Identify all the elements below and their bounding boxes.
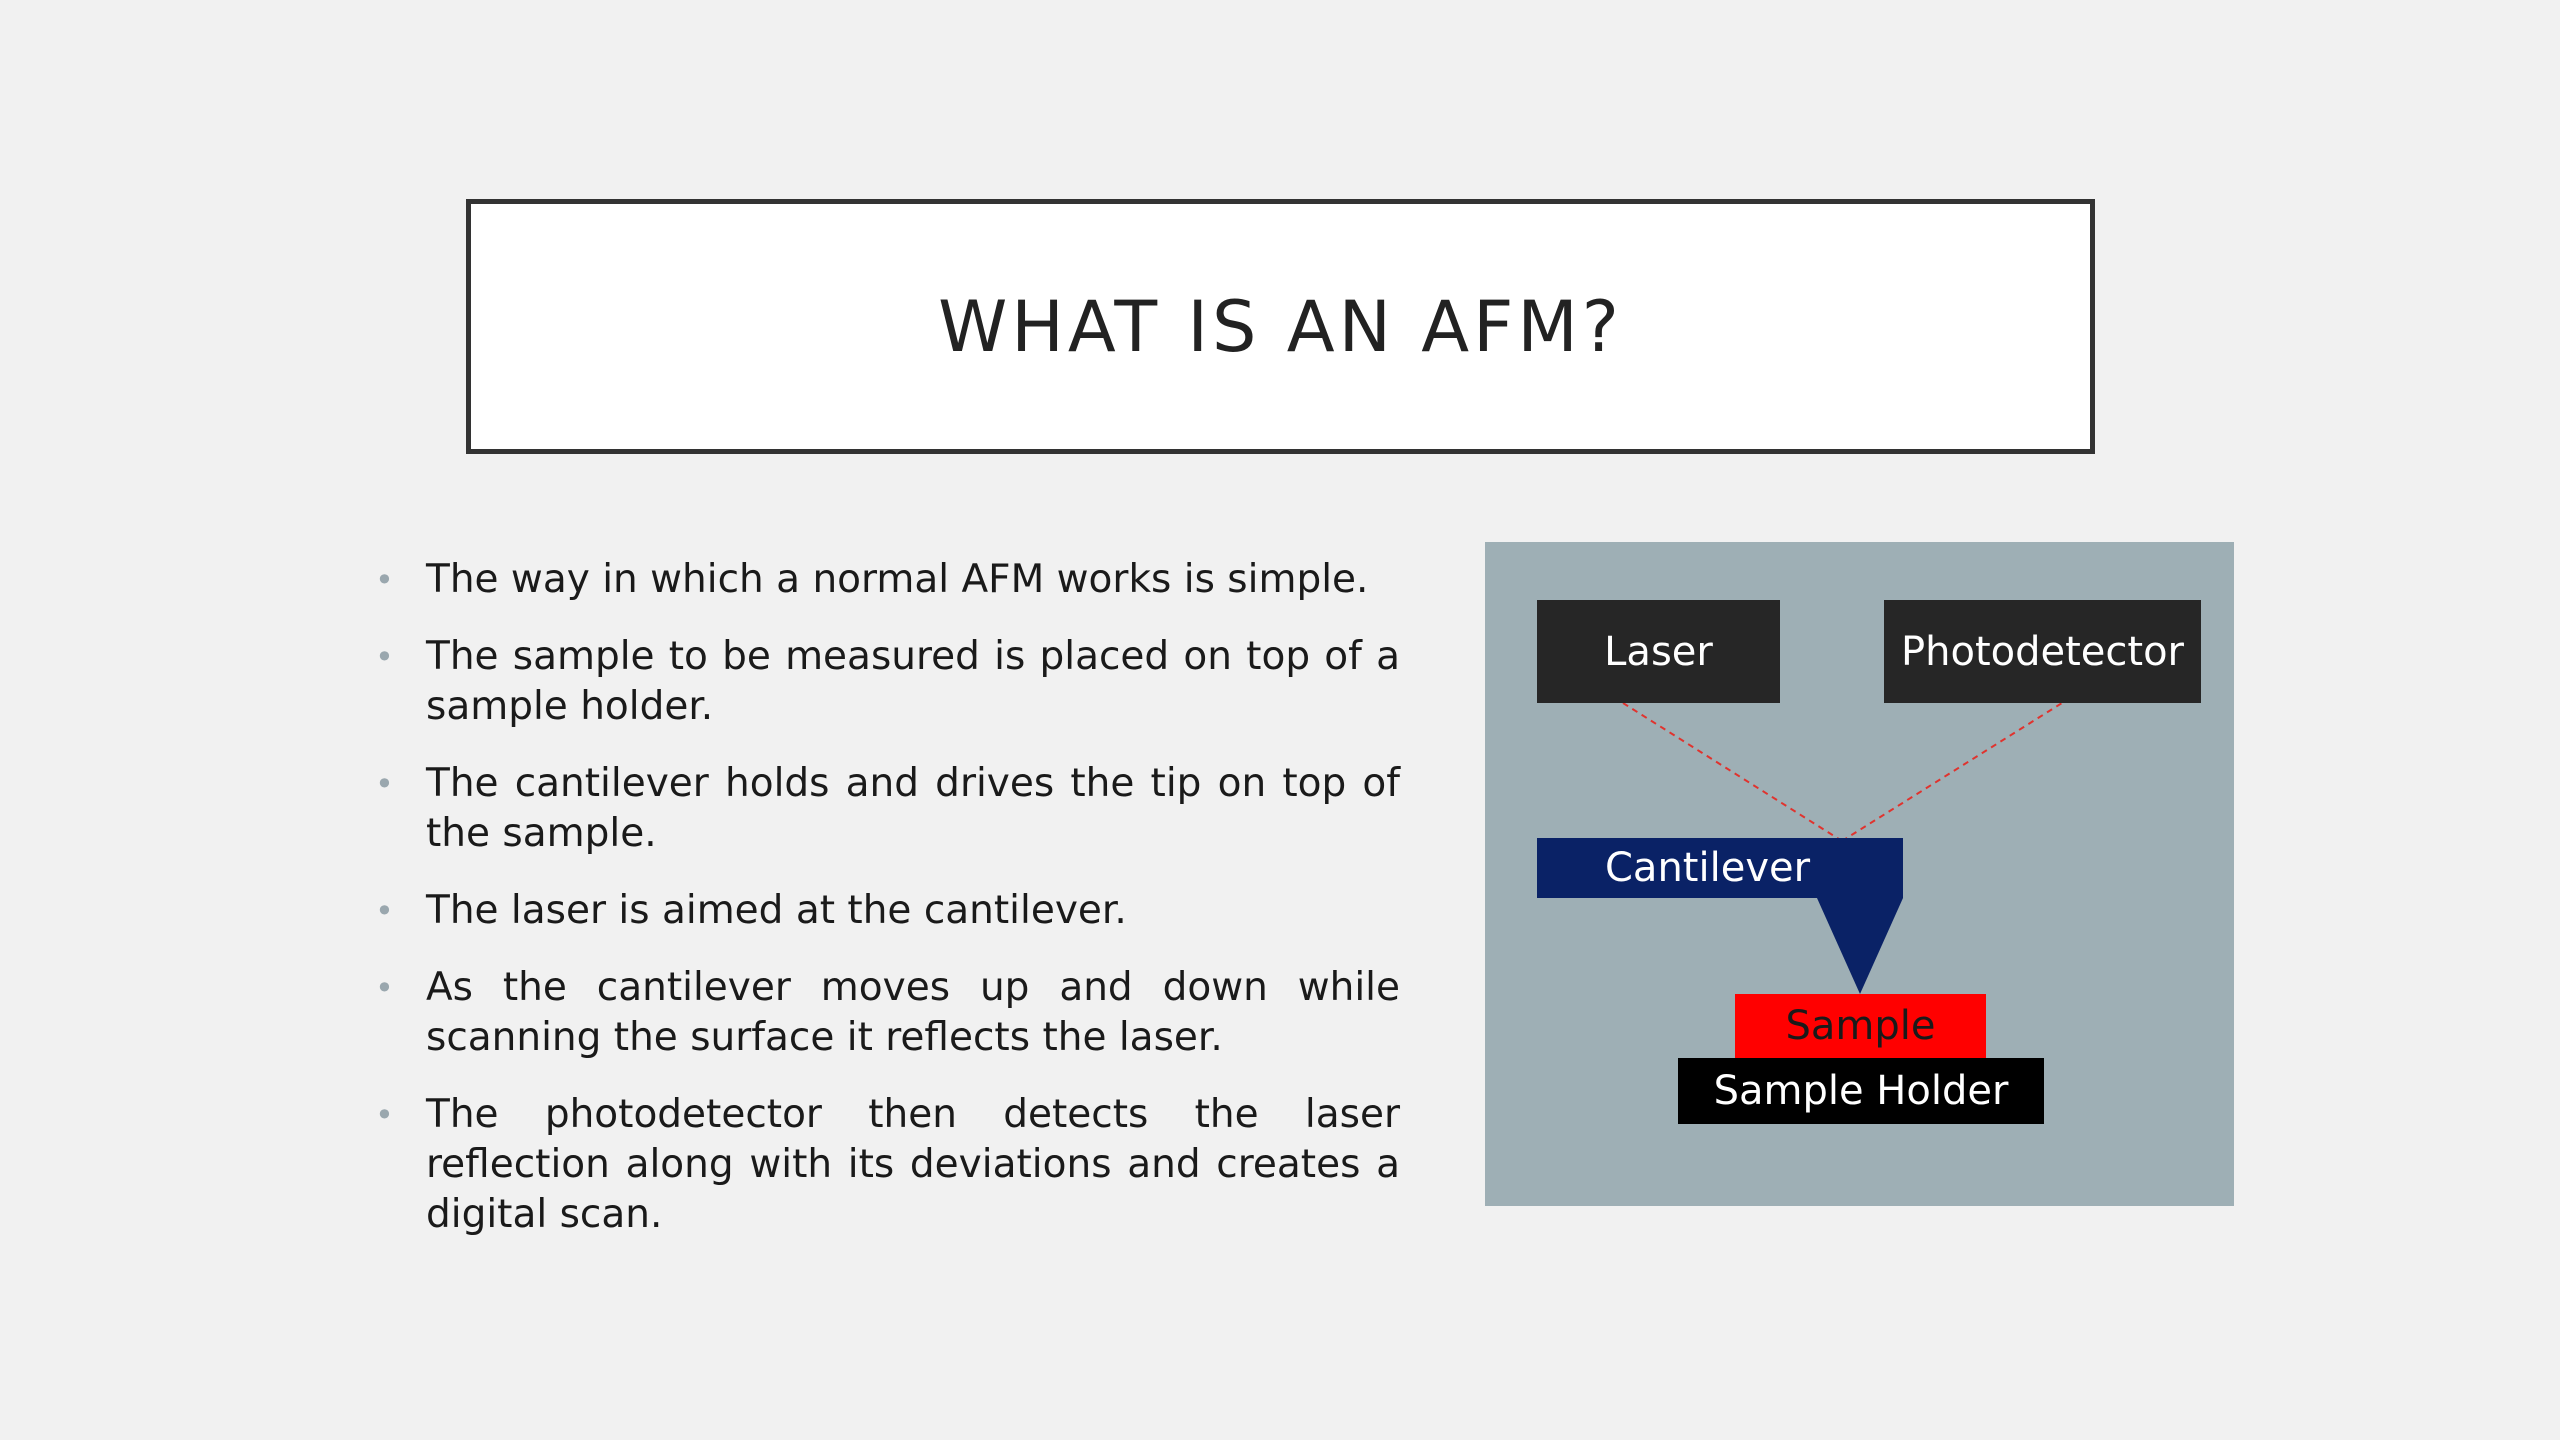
afm-tip — [1817, 898, 1903, 994]
bullet-text: The laser is aimed at the cantilever. — [426, 888, 1127, 933]
photodetector-box — [1884, 600, 2201, 703]
laser-box — [1537, 600, 1780, 703]
slide-title: WHAT IS AN AFM? — [938, 285, 1623, 368]
bullet-marker: • — [375, 765, 394, 803]
sample-label: Sample — [1785, 1003, 1936, 1049]
sample-holder-box — [1678, 1058, 2044, 1124]
cantilever-label: Cantilever — [1605, 845, 1811, 891]
bullet-text: The sample to be measured is placed on top of a sample holder. — [426, 634, 1400, 729]
bullet-marker: • — [375, 892, 394, 930]
laser-beam-incident — [1623, 703, 1842, 841]
bullet-marker: • — [375, 1096, 394, 1134]
bullet-item — [375, 963, 1400, 1063]
bullet-text: The cantilever holds and drives the tip on top of the sample. — [426, 761, 1400, 856]
bullet-item — [375, 632, 1400, 732]
afm-diagram — [1485, 542, 2234, 1206]
bullet-item — [375, 1090, 1400, 1240]
bullet-item — [375, 555, 1400, 605]
bullet-text: The photodetector then detects the laser reflection along with its deviations and creates a digital scan. — [426, 1092, 1400, 1237]
bullet-item — [375, 759, 1400, 859]
laser-beam-reflected — [1842, 703, 2062, 841]
bullet-marker: • — [375, 561, 394, 599]
bullet-marker: • — [375, 969, 394, 1007]
title-box — [466, 199, 2095, 454]
photodetector-label: Photodetector — [1901, 628, 2184, 675]
bullet-text: The way in which a normal AFM works is simple. — [426, 557, 1369, 602]
bullet-text: As the cantilever moves up and down while scanning the surface it reflects the laser. — [426, 965, 1400, 1060]
bullet-marker: • — [375, 638, 394, 676]
bullet-item — [375, 886, 1400, 936]
laser-label: Laser — [1604, 628, 1713, 675]
bullet-list — [375, 555, 1400, 1267]
sample-box — [1735, 994, 1986, 1058]
cantilever-box — [1537, 838, 1903, 898]
sample-holder-label: Sample Holder — [1713, 1068, 2009, 1114]
